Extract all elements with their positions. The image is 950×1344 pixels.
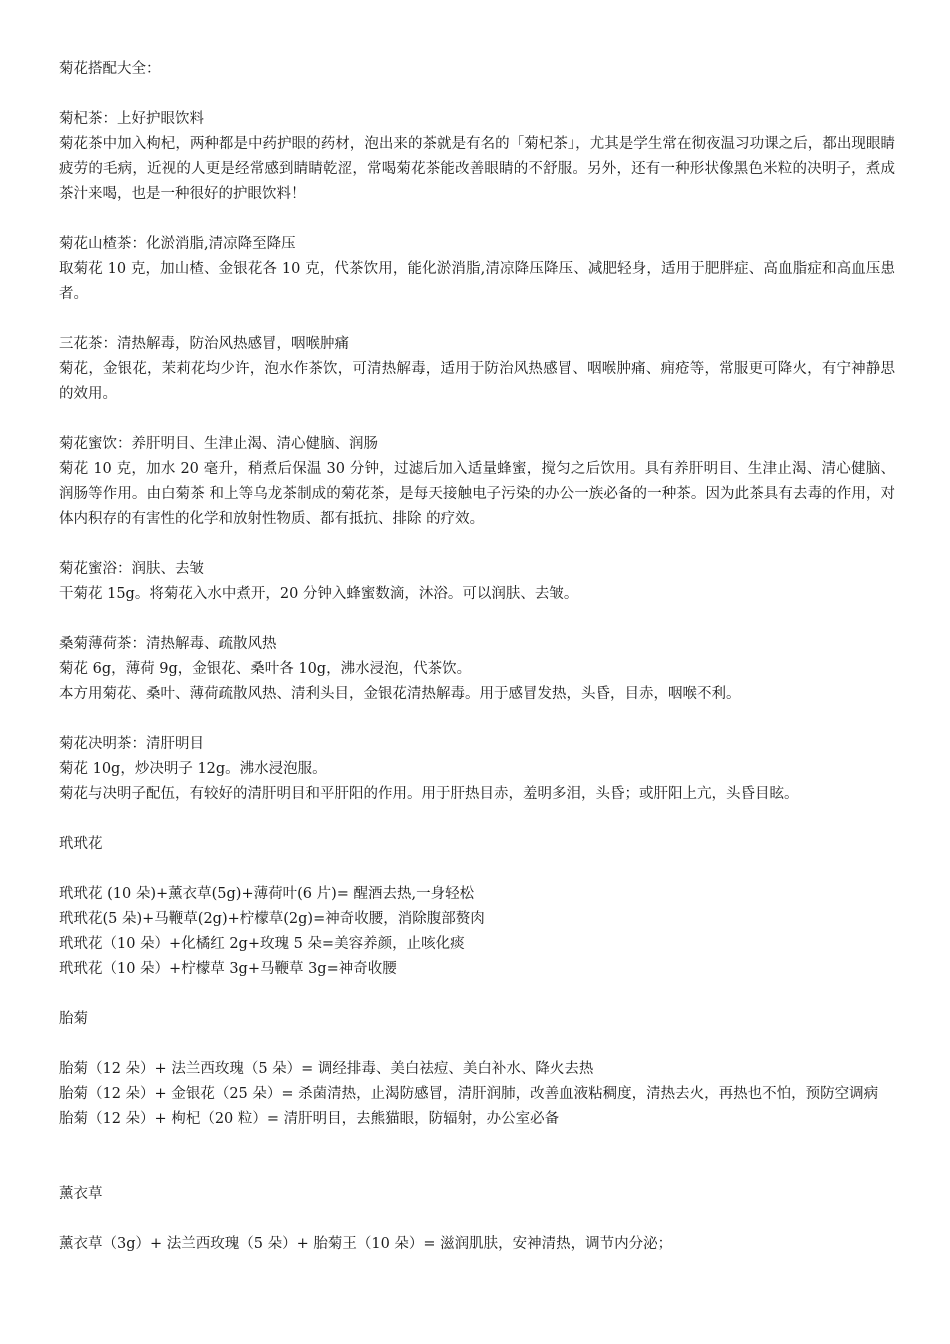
document-page: [59, 57, 895, 1257]
recipe-line: 胎菊（12 朵）+ 法兰西玫瑰（5 朵）= 调经排毒、美白祛痘、美白补水、降火去热: [59, 1061, 594, 1077]
recipe-line: 玳玳花 (10 朵)+薰衣草(5g)+薄荷叶(6 片)= 醒酒去热,一身轻松: [59, 886, 475, 902]
spacer: [59, 982, 895, 1007]
section-heading: 菊花山楂茶：化淤消脂,清凉降至降压: [59, 236, 296, 252]
document-title: 菊花搭配大全：: [59, 61, 161, 77]
section-line: 本方用菊花、桑叶、薄荷疏散风热、清利头目，金银花清热解毒。用于感冒发热，头昏，目赤，咽喉不利。: [59, 686, 741, 702]
section-heading: 三花茶：清热解毒，防治风热感冒，咽喉肿痛: [59, 336, 349, 352]
spacer: [59, 82, 895, 107]
spacer: [59, 857, 895, 882]
spacer: [59, 1032, 895, 1057]
section-body: 菊花 10 克，加水 20 毫升，稍煮后保温 30 分钟，过滤后加入适量蜂蜜，搅匀之后饮用。具有养肝明目、生津止渴、清心健脑、润肠等作用。由白菊茶 和上等乌龙茶制成的菊花茶，是每天接触电子污染的办公一族必备的一种茶。因为此茶具有去毒的作用，对体内积存的有害性的化学和放射性物质、都有抵抗、排除 的疗效。: [59, 461, 895, 527]
recipe-line: 胎菊（12 朵）+ 金银花（25 朵）= 杀菌清热，止渴防感冒，清肝润肺，改善血液粘稠度，清热去火，再热也不怕，预防空调病: [59, 1086, 879, 1102]
section-line: 菊花 10g，炒决明子 12g。沸水浸泡服。: [59, 761, 327, 777]
spacer: [59, 307, 895, 332]
section-heading: 菊花决明茶：清肝明目: [59, 736, 204, 752]
recipe-line: 玳玳花（10 朵）+柠檬草 3g+马鞭草 3g=神奇收腰: [59, 961, 397, 977]
recipe-line: 玳玳花（10 朵）+化橘红 2g+玫瑰 5 朵=美容养颜，止咳化痰: [59, 936, 465, 952]
spacer: [59, 1207, 895, 1232]
section-line: 菊花 6g，薄荷 9g，金银花、桑叶各 10g，沸水浸泡，代茶饮。: [59, 661, 472, 677]
spacer: [59, 807, 895, 832]
recipe-line: 胎菊（12 朵）+ 枸杞（20 粒）= 清肝明目，去熊猫眼，防辐射，办公室必备: [59, 1111, 560, 1127]
section-body: 菊花茶中加入枸杞，两种都是中药护眼的药材，泡出来的茶就是有名的「菊杞茶」，尤其是学生常在彻夜温习功课之后，都出现眼睛疲劳的毛病，近视的人更是经常感到睛睛乾涩，常喝菊花茶能改善眼睛的不舒服。另外，还有一种形状像黑色米粒的决明子，煮成茶汁来喝，也是一种很好的护眼饮料！: [59, 136, 895, 202]
spacer: [59, 707, 895, 732]
section-body: 干菊花 15g。将菊花入水中煮开，20 分钟入蜂蜜数滴，沐浴。可以润肤、去皱。: [59, 586, 579, 602]
section-heading: 菊花蜜饮：养肝明目、生津止渴、清心健脑、润肠: [59, 436, 378, 452]
section-body: 菊花，金银花，茉莉花均少许，泡水作茶饮，可清热解毒，适用于防治风热感冒、咽喉肿痛、痈疮等，常服更可降火，有宁神静思的效用。: [59, 361, 895, 402]
spacer: [59, 532, 895, 557]
section-heading: 菊花蜜浴：润肤、去皱: [59, 561, 204, 577]
spacer: [59, 407, 895, 432]
section-heading: 菊杞茶：上好护眼饮料: [59, 111, 204, 127]
section-line: 菊花与决明子配伍，有较好的清肝明目和平肝阳的作用。用于肝热目赤，羞明多泪，头昏；或肝阳上亢，头昏目眩。: [59, 786, 799, 802]
recipe-line: 玳玳花(5 朵)+马鞭草(2g)+柠檬草(2g)=神奇收腰，消除腹部赘肉: [59, 911, 485, 927]
recipe-line: 薰衣草（3g）+ 法兰西玫瑰（5 朵）+ 胎菊王（10 朵）= 滋润肌肤，安神清热，调节内分泌；: [59, 1236, 673, 1252]
spacer: [59, 607, 895, 632]
section-body: 取菊花 10 克，加山楂、金银花各 10 克，代茶饮用，能化淤消脂,清凉降压降压、减肥轻身，适用于肥胖症、高血脂症和高血压患者。: [59, 261, 895, 302]
spacer: [59, 207, 895, 232]
section-heading: 桑菊薄荷茶：清热解毒、疏散风热: [59, 636, 277, 652]
group-heading-taiju: 胎菊: [59, 1011, 88, 1027]
group-heading-daidaihua: 玳玳花: [59, 836, 103, 852]
spacer: [59, 1132, 895, 1182]
group-heading-lavender: 薰衣草: [59, 1186, 103, 1202]
